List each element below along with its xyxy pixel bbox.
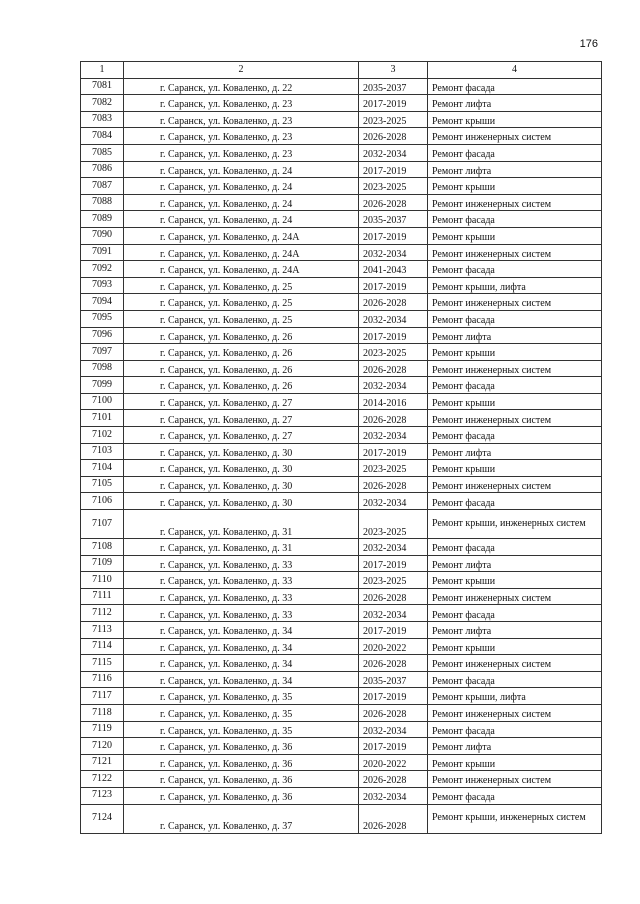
table-row xyxy=(81,638,602,655)
address-cell: г. Саранск, ул. Коваленко, д. 34 xyxy=(124,671,359,688)
table-row xyxy=(81,787,602,804)
work-type-cell: Ремонт крыши, лифта xyxy=(428,688,602,705)
table-row xyxy=(81,144,602,161)
address-cell: г. Саранск, ул. Коваленко, д. 24А xyxy=(124,261,359,278)
address-cell: г. Саранск, ул. Коваленко, д. 35 xyxy=(124,704,359,721)
work-type-cell: Ремонт фасада xyxy=(428,310,602,327)
work-type-cell: Ремонт фасада xyxy=(428,144,602,161)
row-number-cell: 7107 xyxy=(81,510,124,539)
address-cell: г. Саранск, ул. Коваленко, д. 23 xyxy=(124,144,359,161)
address-cell: г. Саранск, ул. Коваленко, д. 33 xyxy=(124,555,359,572)
work-type-cell: Ремонт лифта xyxy=(428,327,602,344)
row-number-cell: 7086 xyxy=(81,161,124,178)
work-type-cell: Ремонт лифта xyxy=(428,443,602,460)
period-cell: 2017-2019 xyxy=(359,161,428,178)
work-type-cell: Ремонт крыши, инженерных систем xyxy=(428,510,602,539)
period-cell: 2041-2043 xyxy=(359,261,428,278)
address-cell: г. Саранск, ул. Коваленко, д. 30 xyxy=(124,493,359,510)
row-number-cell: 7081 xyxy=(81,78,124,95)
address-cell: г. Саранск, ул. Коваленко, д. 22 xyxy=(124,78,359,95)
header-col-2: 2 xyxy=(124,62,359,79)
row-number-cell: 7083 xyxy=(81,111,124,128)
address-cell: г. Саранск, ул. Коваленко, д. 24 xyxy=(124,211,359,228)
row-number-cell: 7098 xyxy=(81,360,124,377)
work-type-cell: Ремонт инженерных систем xyxy=(428,704,602,721)
table-row xyxy=(81,738,602,755)
period-cell: 2026-2028 xyxy=(359,804,428,833)
row-number-cell: 7093 xyxy=(81,277,124,294)
work-type-cell: Ремонт инженерных систем xyxy=(428,128,602,145)
header-col-3: 3 xyxy=(359,62,428,79)
table-row xyxy=(81,555,602,572)
work-type-cell: Ремонт крыши xyxy=(428,111,602,128)
row-number-cell: 7124 xyxy=(81,804,124,833)
repair-schedule-table xyxy=(80,61,602,834)
row-number-cell: 7105 xyxy=(81,476,124,493)
period-cell: 2032-2034 xyxy=(359,377,428,394)
address-cell: г. Саранск, ул. Коваленко, д. 27 xyxy=(124,393,359,410)
address-cell: г. Саранск, ул. Коваленко, д. 36 xyxy=(124,754,359,771)
address-cell: г. Саранск, ул. Коваленко, д. 31 xyxy=(124,539,359,556)
work-type-cell: Ремонт инженерных систем xyxy=(428,360,602,377)
address-cell: г. Саранск, ул. Коваленко, д. 25 xyxy=(124,294,359,311)
row-number-cell: 7122 xyxy=(81,771,124,788)
row-number-cell: 7099 xyxy=(81,377,124,394)
row-number-cell: 7097 xyxy=(81,344,124,361)
period-cell: 2020-2022 xyxy=(359,754,428,771)
period-cell: 2026-2028 xyxy=(359,410,428,427)
table-row xyxy=(81,360,602,377)
work-type-cell: Ремонт крыши xyxy=(428,344,602,361)
table-row xyxy=(81,211,602,228)
header-col-1: 1 xyxy=(81,62,124,79)
period-cell: 2014-2016 xyxy=(359,393,428,410)
period-cell: 2026-2028 xyxy=(359,476,428,493)
address-cell: г. Саранск, ул. Коваленко, д. 33 xyxy=(124,572,359,589)
work-type-cell: Ремонт крыши, лифта xyxy=(428,277,602,294)
address-cell: г. Саранск, ул. Коваленко, д. 23 xyxy=(124,95,359,112)
period-cell: 2026-2028 xyxy=(359,704,428,721)
table-row xyxy=(81,572,602,589)
period-cell: 2023-2025 xyxy=(359,111,428,128)
work-type-cell: Ремонт фасада xyxy=(428,721,602,738)
address-cell: г. Саранск, ул. Коваленко, д. 24 xyxy=(124,194,359,211)
address-cell: г. Саранск, ул. Коваленко, д. 34 xyxy=(124,655,359,672)
period-cell: 2017-2019 xyxy=(359,555,428,572)
table-row xyxy=(81,261,602,278)
row-number-cell: 7095 xyxy=(81,310,124,327)
address-cell: г. Саранск, ул. Коваленко, д. 24А xyxy=(124,227,359,244)
table-row xyxy=(81,161,602,178)
period-cell: 2023-2025 xyxy=(359,572,428,589)
work-type-cell: Ремонт фасада xyxy=(428,605,602,622)
row-number-cell: 7113 xyxy=(81,622,124,639)
work-type-cell: Ремонт фасада xyxy=(428,787,602,804)
work-type-cell: Ремонт крыши xyxy=(428,460,602,477)
table-row xyxy=(81,771,602,788)
row-number-cell: 7106 xyxy=(81,493,124,510)
address-cell: г. Саранск, ул. Коваленко, д. 25 xyxy=(124,310,359,327)
table-row xyxy=(81,605,602,622)
address-cell: г. Саранск, ул. Коваленко, д. 27 xyxy=(124,410,359,427)
header-col-4: 4 xyxy=(428,62,602,79)
table-row xyxy=(81,588,602,605)
address-cell: г. Саранск, ул. Коваленко, д. 26 xyxy=(124,377,359,394)
address-cell: г. Саранск, ул. Коваленко, д. 33 xyxy=(124,588,359,605)
work-type-cell: Ремонт инженерных систем xyxy=(428,244,602,261)
table-row xyxy=(81,539,602,556)
table-row xyxy=(81,344,602,361)
table-row xyxy=(81,493,602,510)
table-row xyxy=(81,78,602,95)
address-cell: г. Саранск, ул. Коваленко, д. 24А xyxy=(124,244,359,261)
work-type-cell: Ремонт фасада xyxy=(428,493,602,510)
row-number-cell: 7112 xyxy=(81,605,124,622)
period-cell: 2023-2025 xyxy=(359,460,428,477)
address-cell: г. Саранск, ул. Коваленко, д. 37 xyxy=(124,804,359,833)
work-type-cell: Ремонт инженерных систем xyxy=(428,655,602,672)
row-number-cell: 7101 xyxy=(81,410,124,427)
table-row xyxy=(81,95,602,112)
work-type-cell: Ремонт крыши xyxy=(428,754,602,771)
row-number-cell: 7094 xyxy=(81,294,124,311)
row-number-cell: 7104 xyxy=(81,460,124,477)
work-type-cell: Ремонт инженерных систем xyxy=(428,294,602,311)
work-type-cell: Ремонт лифта xyxy=(428,622,602,639)
period-cell: 2026-2028 xyxy=(359,655,428,672)
address-cell: г. Саранск, ул. Коваленко, д. 24 xyxy=(124,178,359,195)
period-cell: 2026-2028 xyxy=(359,588,428,605)
period-cell: 2026-2028 xyxy=(359,194,428,211)
address-cell: г. Саранск, ул. Коваленко, д. 27 xyxy=(124,427,359,444)
work-type-cell: Ремонт крыши xyxy=(428,393,602,410)
work-type-cell: Ремонт инженерных систем xyxy=(428,410,602,427)
address-cell: г. Саранск, ул. Коваленко, д. 24 xyxy=(124,161,359,178)
table-row xyxy=(81,721,602,738)
address-cell: г. Саранск, ул. Коваленко, д. 36 xyxy=(124,787,359,804)
row-number-cell: 7118 xyxy=(81,704,124,721)
row-number-cell: 7089 xyxy=(81,211,124,228)
address-cell: г. Саранск, ул. Коваленко, д. 31 xyxy=(124,510,359,539)
period-cell: 2023-2025 xyxy=(359,510,428,539)
work-type-cell: Ремонт инженерных систем xyxy=(428,771,602,788)
period-cell: 2017-2019 xyxy=(359,227,428,244)
period-cell: 2035-2037 xyxy=(359,211,428,228)
period-cell: 2017-2019 xyxy=(359,95,428,112)
period-cell: 2026-2028 xyxy=(359,771,428,788)
period-cell: 2032-2034 xyxy=(359,787,428,804)
table-row xyxy=(81,327,602,344)
row-number-cell: 7090 xyxy=(81,227,124,244)
period-cell: 2032-2034 xyxy=(359,427,428,444)
address-cell: г. Саранск, ул. Коваленко, д. 34 xyxy=(124,638,359,655)
work-type-cell: Ремонт инженерных систем xyxy=(428,476,602,493)
period-cell: 2032-2034 xyxy=(359,144,428,161)
work-type-cell: Ремонт инженерных систем xyxy=(428,194,602,211)
period-cell: 2017-2019 xyxy=(359,277,428,294)
row-number-cell: 7084 xyxy=(81,128,124,145)
period-cell: 2032-2034 xyxy=(359,310,428,327)
address-cell: г. Саранск, ул. Коваленко, д. 30 xyxy=(124,443,359,460)
work-type-cell: Ремонт крыши xyxy=(428,572,602,589)
address-cell: г. Саранск, ул. Коваленко, д. 26 xyxy=(124,360,359,377)
row-number-cell: 7110 xyxy=(81,572,124,589)
row-number-cell: 7087 xyxy=(81,178,124,195)
row-number-cell: 7091 xyxy=(81,244,124,261)
table-row xyxy=(81,277,602,294)
address-cell: г. Саранск, ул. Коваленко, д. 36 xyxy=(124,771,359,788)
address-cell: г. Саранск, ул. Коваленко, д. 35 xyxy=(124,721,359,738)
work-type-cell: Ремонт крыши xyxy=(428,227,602,244)
work-type-cell: Ремонт фасада xyxy=(428,427,602,444)
table-row xyxy=(81,244,602,261)
address-cell: г. Саранск, ул. Коваленко, д. 25 xyxy=(124,277,359,294)
work-type-cell: Ремонт фасада xyxy=(428,671,602,688)
work-type-cell: Ремонт фасада xyxy=(428,211,602,228)
table-header xyxy=(81,62,602,79)
period-cell: 2026-2028 xyxy=(359,128,428,145)
work-type-cell: Ремонт инженерных систем xyxy=(428,588,602,605)
period-cell: 2017-2019 xyxy=(359,688,428,705)
period-cell: 2017-2019 xyxy=(359,443,428,460)
period-cell: 2026-2028 xyxy=(359,360,428,377)
row-number-cell: 7117 xyxy=(81,688,124,705)
row-number-cell: 7115 xyxy=(81,655,124,672)
work-type-cell: Ремонт фасада xyxy=(428,78,602,95)
row-number-cell: 7082 xyxy=(81,95,124,112)
row-number-cell: 7123 xyxy=(81,787,124,804)
row-number-cell: 7116 xyxy=(81,671,124,688)
table-row xyxy=(81,622,602,639)
row-number-cell: 7096 xyxy=(81,327,124,344)
address-cell: г. Саранск, ул. Коваленко, д. 30 xyxy=(124,476,359,493)
address-cell: г. Саранск, ул. Коваленко, д. 35 xyxy=(124,688,359,705)
table-row xyxy=(81,410,602,427)
row-number-cell: 7109 xyxy=(81,555,124,572)
period-cell: 2035-2037 xyxy=(359,78,428,95)
address-cell: г. Саранск, ул. Коваленко, д. 33 xyxy=(124,605,359,622)
address-cell: г. Саранск, ул. Коваленко, д. 26 xyxy=(124,327,359,344)
table-row xyxy=(81,704,602,721)
header-row xyxy=(81,62,602,79)
table-row xyxy=(81,688,602,705)
period-cell: 2032-2034 xyxy=(359,493,428,510)
table-row xyxy=(81,310,602,327)
table-row xyxy=(81,294,602,311)
table-row xyxy=(81,655,602,672)
address-cell: г. Саранск, ул. Коваленко, д. 26 xyxy=(124,344,359,361)
table-row xyxy=(81,671,602,688)
row-number-cell: 7102 xyxy=(81,427,124,444)
row-number-cell: 7120 xyxy=(81,738,124,755)
row-number-cell: 7119 xyxy=(81,721,124,738)
period-cell: 2017-2019 xyxy=(359,738,428,755)
row-number-cell: 7100 xyxy=(81,393,124,410)
address-cell: г. Саранск, ул. Коваленко, д. 34 xyxy=(124,622,359,639)
work-type-cell: Ремонт фасада xyxy=(428,377,602,394)
table-body xyxy=(81,78,602,833)
row-number-cell: 7108 xyxy=(81,539,124,556)
table-row xyxy=(81,393,602,410)
period-cell: 2032-2034 xyxy=(359,244,428,261)
address-cell: г. Саранск, ул. Коваленко, д. 30 xyxy=(124,460,359,477)
work-type-cell: Ремонт лифта xyxy=(428,161,602,178)
table-row xyxy=(81,227,602,244)
period-cell: 2032-2034 xyxy=(359,605,428,622)
address-cell: г. Саранск, ул. Коваленко, д. 23 xyxy=(124,128,359,145)
period-cell: 2023-2025 xyxy=(359,178,428,195)
address-cell: г. Саранск, ул. Коваленко, д. 36 xyxy=(124,738,359,755)
work-type-cell: Ремонт крыши, инженерных систем xyxy=(428,804,602,833)
table-row xyxy=(81,128,602,145)
row-number-cell: 7111 xyxy=(81,588,124,605)
period-cell: 2032-2034 xyxy=(359,539,428,556)
work-type-cell: Ремонт фасада xyxy=(428,261,602,278)
table-row xyxy=(81,111,602,128)
work-type-cell: Ремонт лифта xyxy=(428,738,602,755)
period-cell: 2017-2019 xyxy=(359,327,428,344)
work-type-cell: Ремонт фасада xyxy=(428,539,602,556)
row-number-cell: 7121 xyxy=(81,754,124,771)
table-row xyxy=(81,754,602,771)
address-cell: г. Саранск, ул. Коваленко, д. 23 xyxy=(124,111,359,128)
table-row xyxy=(81,460,602,477)
table-row xyxy=(81,443,602,460)
period-cell: 2035-2037 xyxy=(359,671,428,688)
period-cell: 2026-2028 xyxy=(359,294,428,311)
work-type-cell: Ремонт лифта xyxy=(428,555,602,572)
period-cell: 2032-2034 xyxy=(359,721,428,738)
table-row xyxy=(81,476,602,493)
row-number-cell: 7114 xyxy=(81,638,124,655)
row-number-cell: 7103 xyxy=(81,443,124,460)
table-row xyxy=(81,194,602,211)
table-row xyxy=(81,804,602,833)
table-row xyxy=(81,178,602,195)
row-number-cell: 7088 xyxy=(81,194,124,211)
page-number: 176 xyxy=(579,38,598,50)
row-number-cell: 7085 xyxy=(81,144,124,161)
period-cell: 2023-2025 xyxy=(359,344,428,361)
row-number-cell: 7092 xyxy=(81,261,124,278)
period-cell: 2020-2022 xyxy=(359,638,428,655)
work-type-cell: Ремонт крыши xyxy=(428,178,602,195)
table-row xyxy=(81,377,602,394)
table-row xyxy=(81,427,602,444)
table-row xyxy=(81,510,602,539)
period-cell: 2017-2019 xyxy=(359,622,428,639)
work-type-cell: Ремонт лифта xyxy=(428,95,602,112)
work-type-cell: Ремонт крыши xyxy=(428,638,602,655)
